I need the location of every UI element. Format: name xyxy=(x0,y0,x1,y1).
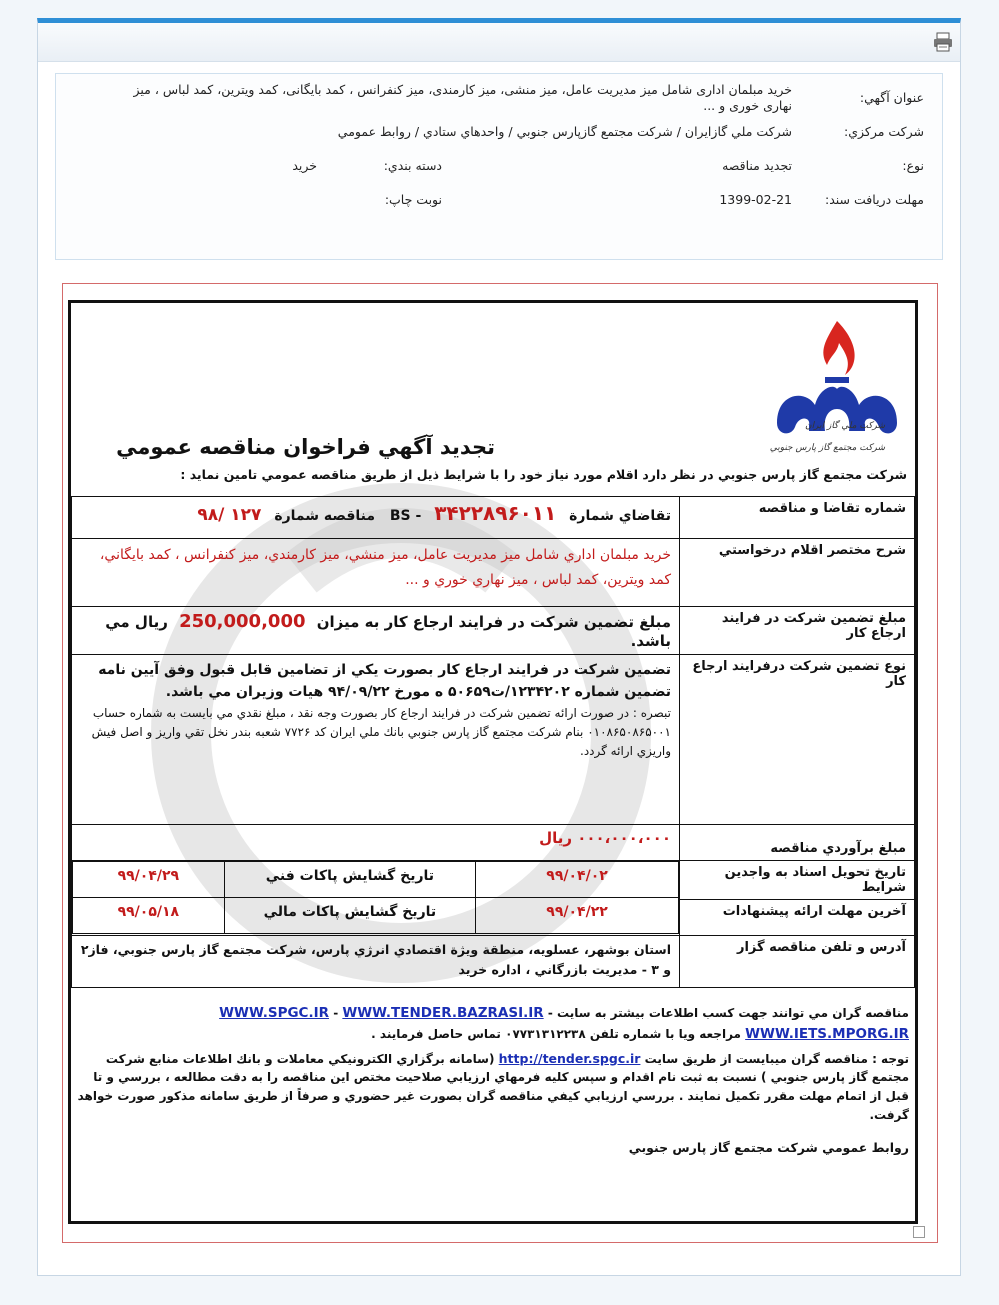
footer-signature: روابط عمومي شرکت مجتمع گاز پارس جنوبي xyxy=(628,1140,909,1156)
notice-footer: مناقصه گران مي توانند جهت کسب اطلاعات بيشتر به سايت WWW.SPGC.IR - WWW.TENDER.BAZRASI.IR - WWW.IETS.MPORG.IR مراجعه ويا با شماره تلفن ۰۷۷۳۱۳۱۲۲۳۸ تماس حاصل فرمايند . توجه : مناقصه گران ميبايست از طريق سايت http://tender.spgc.ir (سامانه برگزاري الکترونيکي معاملات و بانك اطلاعات منابع شرکت مجتمع گاز پارس جنوبي ) نسبت به ثبت نام اقدام و سپس کليه فرمهاي ارزيابي صلاحيت مختص اين مناقصه را به دقت مطالعه ، بررسي و تا قبل از اتمام مهلت مقرر تکميل نمايند . بررسي ارزيابي کيفي مناقصه گران بصورت غير حضوري و صرفاً از طريق سامانه مذکور صورت خواهد گرفت. روابط عمومي شرکت مجتمع گاز پارس جنوبي xyxy=(77,1003,909,1158)
deadline-label: مهلت دريافت سند: xyxy=(825,192,924,207)
company-label: شرکت مرکزي: xyxy=(843,124,924,139)
nigc-logo xyxy=(767,313,907,463)
footer-note-b: (سامانه برگزاري الکترونيکي معاملات و بانك اطلاعات منابع شرکت مجتمع گاز پارس جنوبي ) نسبت به ثبت نام اقدام و سپس کليه فرمهاي ارزيابي صلاحيت مختص اين مناقصه را به دقت مطالعه ، بررسي و تا قبل از اتمام مهلت مقرر تکميل نمايند . بررسي ارزيابي کيفي مناقصه گران بصورت غير حضوري و صرفاً از طريق سامانه مذکور صورت خواهد گرفت. xyxy=(77,1051,909,1122)
link-spgc[interactable]: WWW.SPGC.IR xyxy=(219,1005,330,1021)
gtype-note: تبصره : در صورت ارائه تضمين شرکت در فرايند ارجاع کار بصورت وجه نقد ، مبلغ نقدي مي بايست به شماره حساب ۰۱۰۸۶۵۰۸۶۵۰۰۱ بنام شرکت مجتمع گاز پارس جنوبي بانك ملي ايران كد ۷۷۲۶ شعبه بندر نخل تقي واريز و اصل فيش واريزي ارائه گردد. xyxy=(91,705,671,759)
tender-table xyxy=(71,496,915,988)
fin-open-date: ۹۹/۰۵/۱۸ xyxy=(73,898,225,934)
tech-open-date: ۹۹/۰۴/۲۹ xyxy=(73,862,225,898)
tender-number: ۱۲۷ /۹۸ xyxy=(197,505,262,525)
estimate-label: مبلغ برآوردي مناقصه xyxy=(680,825,915,861)
notice-intro: شرکت مجتمع گاز پارس جنوبي در نظر دارد اقلام مورد نياز خود را با شرايط ذيل از طريق مناقصه عمومي تامين نمايد : xyxy=(180,467,907,482)
printer-icon[interactable] xyxy=(932,31,954,53)
type-label: نوع: xyxy=(902,158,924,173)
page-frame xyxy=(37,18,961,1276)
footer-line1-b: مراجعه ويا با شماره تلفن ۰۷۷۳۱۳۱۲۲۳۸ تماس حاصل فرمايند . xyxy=(371,1026,741,1041)
category-label: دسته بندي: xyxy=(383,158,442,173)
title-value: خرید مبلمان اداری شامل میز مدیریت عامل، میز منشی، میز کارمندی، میز کنفرانس ، کمد بایگانی، کمد ویترین، کمد لباس ، میز نهاری خوری و ... xyxy=(133,82,792,113)
address-value: استان بوشهر، عسلويه، منطقة ويژة اقتصادي انرژي پارس، شرکت مجتمع گاز پارس جنوبي، فاز۲ و ۳ - مديريت بازرگاني ، اداره خريد xyxy=(72,936,680,988)
category-value: خريد xyxy=(292,158,317,173)
guarantee-label: مبلغ تضمين شرکت در فرايند ارجاع کار xyxy=(680,607,915,655)
toolbar xyxy=(38,23,960,62)
link-tender-bazrasi[interactable]: WWW.TENDER.BAZRASI.IR xyxy=(342,1005,544,1021)
deadline-value: 1399-02-21 xyxy=(719,192,792,207)
items-value: خريد مبلمان اداري شامل ميز مديريت عامل، ميز منشي، ميز کارمندي، ميز کنفرانس ، کمد بايگاني، کمد ويترين، کمد لباس ، ميز نهاري خوري و ... xyxy=(72,539,680,607)
items-label: شرح مختصر اقلام درخواستي xyxy=(680,539,915,607)
resize-handle[interactable] xyxy=(913,1226,925,1238)
notice-image xyxy=(62,283,938,1243)
company-value: شرکت ملي گازايران / شرکت مجتمع گازپارس جنوبي / واحدهاي ستادي / روابط عمومي xyxy=(337,124,792,139)
estimate-value: ۰۰۰،۰۰۰،۰۰۰ ريال xyxy=(72,825,680,861)
request-number: ۳۴۲۲۸۹۶۰۱۱ xyxy=(434,501,557,525)
guarantee-text-1: مبلغ تضمين شرکت در فرايند ارجاع کار به ميزان xyxy=(316,613,671,631)
deadline-date: ۹۹/۰۴/۲۲ xyxy=(476,898,679,934)
guarantee-text-2: ريال مي باشد. xyxy=(105,613,671,650)
fin-open-label: تاريخ گشايش پاكات مالي xyxy=(224,898,475,934)
delivery-date: ۹۹/۰۴/۰۲ xyxy=(476,862,679,898)
gtype-label: نوع تضمين شرکت درفرايند ارجاع کار xyxy=(680,655,915,825)
notice-title: تجديد آگهي فراخوان مناقصه عمومي xyxy=(116,435,495,459)
notice-body xyxy=(68,300,918,1224)
logo-caption-2: شرکت مجتمع گاز پارس جنوبي xyxy=(769,443,885,453)
title-label: عنوان آگهي: xyxy=(859,90,924,105)
request-prefix: تقاضاي شمارة BS - xyxy=(389,508,671,524)
footer-line1-a: مناقصه گران مي توانند جهت کسب اطلاعات بيشتر به سايت xyxy=(557,1006,909,1020)
gtype-value: تضمين شرکت در فرايند ارجاع کار بصورت يکي از تضامين قابل قبول وفق آيين نامه تضمين شماره ۱۲۳۴۲۰۲/ت۵۰۶۵۹ ه مورخ ۹۴/۰۹/۲۲ هيات وزيران مي باشد. xyxy=(98,662,671,701)
dates-table xyxy=(72,861,679,934)
link-iets[interactable]: WWW.IETS.MPORG.IR xyxy=(745,1025,909,1042)
link-tender-spgc[interactable]: http://tender.spgc.ir xyxy=(498,1050,641,1066)
address-label: آدرس و تلفن مناقصه گزار xyxy=(680,936,915,988)
print-turn-label: نوبت چاپ: xyxy=(384,192,442,207)
footer-note-a: توجه : مناقصه گران ميبايست از طريق سايت xyxy=(644,1051,909,1066)
logo-caption-1: شرکت ملي گاز ايران xyxy=(805,421,885,431)
delivery-label: تاريخ تحويل اسناد به واجدين شرايط xyxy=(680,861,915,900)
type-value: تجديد مناقصه xyxy=(722,158,792,173)
guarantee-amount: 250,000,000 xyxy=(179,611,306,632)
tender-prefix: مناقصه شمارة xyxy=(274,508,376,524)
announcement-meta xyxy=(55,73,943,260)
request-label: شماره تقاضا و مناقصه xyxy=(680,497,915,539)
proposal-deadline-label: آخرين مهلت ارائه پيشنهادات xyxy=(680,900,915,936)
tech-open-label: تاريخ گشايش پاكات فني xyxy=(224,862,475,898)
